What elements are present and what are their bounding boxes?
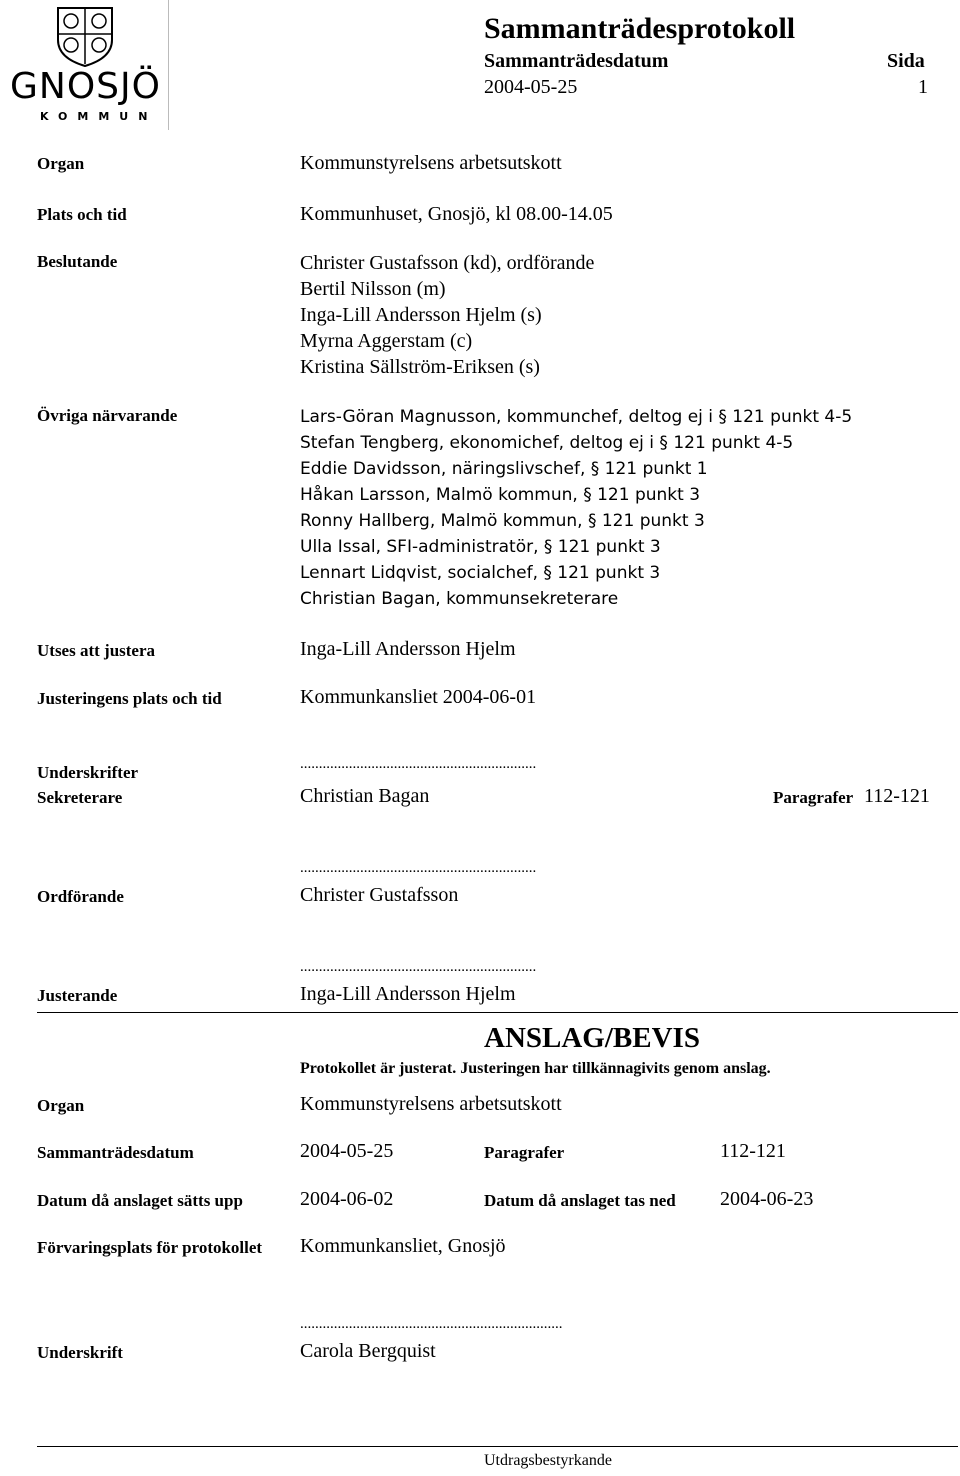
adjusting-name: Inga-Lill Andersson Hjelm [300, 983, 516, 1005]
notice-paragraphs-value: 112-121 [720, 1140, 786, 1162]
signature-line: ...................................................................... [300, 1316, 563, 1332]
logo-word: GNOSJÖ [10, 66, 161, 107]
list-item: Eddie Davidsson, näringslivschef, § 121 punkt 1 [300, 459, 708, 479]
storage-value: Kommunkansliet, Gnosjö [300, 1235, 506, 1257]
meeting-date-label: Sammanträdesdatum [484, 50, 669, 72]
organ-label: Organ [37, 154, 85, 173]
list-item: Ronny Hallberg, Malmö kommun, § 121 punkt 3 [300, 511, 705, 531]
list-item: Inga-Lill Andersson Hjelm (s) [300, 304, 542, 326]
place-time-value: Kommunhuset, Gnosjö, kl 08.00-14.05 [300, 203, 613, 225]
list-item: Stefan Tengberg, ekonomichef, deltog ej i § 121 punkt 4-5 [300, 433, 794, 453]
section-divider [37, 1012, 958, 1013]
footer-text: Utdragsbestyrkande [484, 1452, 612, 1469]
adjustment-place-label: Justeringens plats och tid [37, 689, 222, 708]
notice-statement: Protokollet är justerat. Justeringen har tillkännagivits genom anslag. [300, 1060, 771, 1077]
others-present-label: Övriga närvarande [37, 406, 178, 425]
posted-date-label: Datum då anslaget sätts upp [37, 1191, 243, 1210]
page-label: Sida [887, 50, 925, 72]
place-time-label: Plats och tid [37, 205, 127, 224]
organ-value: Kommunstyrelsens arbetsutskott [300, 152, 562, 174]
notice-organ-value: Kommunstyrelsens arbetsutskott [300, 1093, 562, 1115]
signatures-label: Underskrifter [37, 763, 139, 782]
municipality-logo [0, 0, 170, 130]
signature-line: ............................................................... [300, 860, 537, 876]
logo-sub: KOMMUN [40, 110, 158, 123]
posted-date-value: 2004-06-02 [300, 1188, 394, 1210]
notice-organ-label: Organ [37, 1096, 85, 1115]
storage-label: Förvaringsplats för protokollet [37, 1238, 263, 1257]
list-item: Kristina Sällström-Eriksen (s) [300, 356, 540, 378]
notice-date-label: Sammanträdesdatum [37, 1143, 194, 1162]
secretary-label: Sekreterare [37, 788, 123, 807]
list-item: Lars-Göran Magnusson, kommunchef, deltog ej i § 121 punkt 4-5 [300, 407, 853, 427]
logo-divider [168, 0, 169, 130]
list-item: Christer Gustafsson (kd), ordförande [300, 252, 595, 274]
footer-divider [37, 1446, 958, 1447]
decision-makers-label: Beslutande [37, 252, 118, 271]
adjustment-place-value: Kommunkansliet 2004-06-01 [300, 686, 537, 708]
list-item: Håkan Larsson, Malmö kommun, § 121 punkt 3 [300, 485, 701, 505]
list-item: Lennart Lidqvist, socialchef, § 121 punkt 3 [300, 563, 661, 583]
adjuster-value: Inga-Lill Andersson Hjelm [300, 638, 516, 660]
notice-date-value: 2004-05-25 [300, 1140, 394, 1162]
list-item: Christian Bagan, kommunsekreterare [300, 589, 619, 609]
list-item: Bertil Nilsson (m) [300, 278, 446, 300]
document-title: Sammanträdesprotokoll [484, 12, 796, 45]
paragraphs-value: 112-121 [864, 785, 930, 807]
adjuster-label: Utses att justera [37, 641, 156, 660]
list-item: Ulla Issal, SFI-administratör, § 121 punkt 3 [300, 537, 661, 557]
removed-date-label: Datum då anslaget tas ned [484, 1191, 676, 1210]
adjusting-label: Justerande [37, 986, 118, 1005]
chairman-label: Ordförande [37, 887, 124, 906]
chairman-name: Christer Gustafsson [300, 884, 459, 906]
paragraphs-label: Paragrafer [773, 788, 854, 807]
others-present-list [300, 404, 852, 612]
signature-line: ............................................................... [300, 756, 537, 772]
notice-title: ANSLAG/BEVIS [484, 1022, 700, 1054]
meeting-date: 2004-05-25 [484, 76, 578, 98]
page-number: 1 [918, 76, 928, 98]
signer-name: Carola Bergquist [300, 1340, 436, 1362]
list-item: Myrna Aggerstam (c) [300, 330, 473, 352]
removed-date-value: 2004-06-23 [720, 1188, 814, 1210]
secretary-name: Christian Bagan [300, 785, 430, 807]
decision-makers-list [300, 250, 594, 380]
signature-line: ............................................................... [300, 959, 537, 975]
signature-label: Underskrift [37, 1343, 123, 1362]
notice-paragraphs-label: Paragrafer [484, 1143, 565, 1162]
